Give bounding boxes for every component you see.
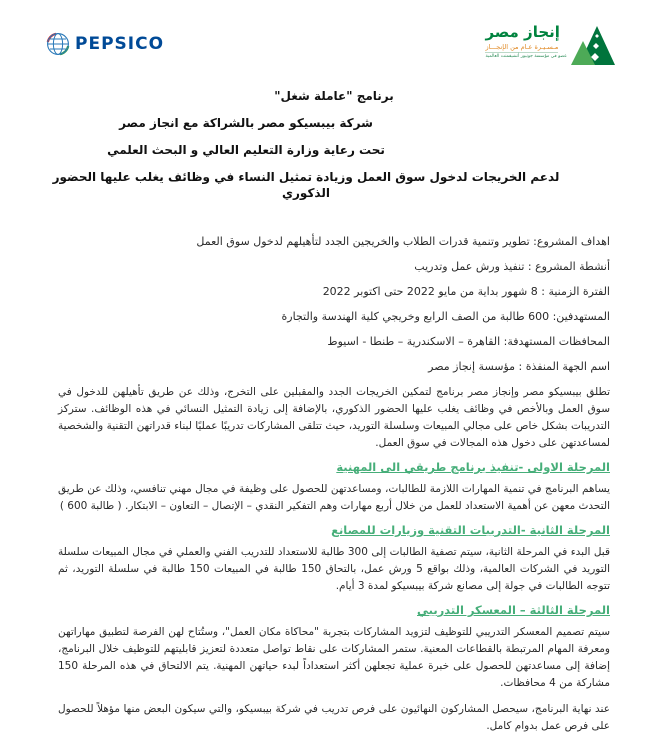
injaz-logo-subtagline: عضو في مؤسسة جونيور أتشيفمنت العالمية xyxy=(485,54,567,59)
phase3-heading: المرحلة الثالثة – المعسكر التدريبي xyxy=(417,603,610,617)
info-objectives: اهداف المشروع: تطوير وتنمية قدرات الطلاب والخريجين الجدد لتأهيلهم لدخول سوق العمل xyxy=(196,235,610,248)
partnership-line: شركة بيبسيكو مصر بالشراكة مع انجاز مصر xyxy=(119,116,373,130)
info-target-group: المستهدفين: 600 طالبة من الصف الرابع وخريجي كلية الهندسة والتجارة xyxy=(281,310,610,323)
phase1-heading: المرحلة الاولى -تنفيذ برنامج طريقي الى المهنية xyxy=(336,460,610,474)
phase3-paragraph: سيتم تصميم المعسكر التدريبي للتوظيف لتزويد المشاركات بتجربة "محاكاة مكان العمل"، وستُتاح لهن الفرصة لتطبيق مهاراتهن ومعرفة المهام المرتبطة بالقطاعات المعنية. ستمر المشاركات على نقاط تواصل متعددة لتعزيز قابليتهم للتوظيف خلال البرنامج، إضافة إلى مساعدتهن للحصول على خبرة عملية تجعلهن أكثر استعداداً لبدء حياتهن المهنية. يتم الالتحاق في هذه المرحلة 150 مشاركة من 4 محافظات. xyxy=(58,626,610,689)
info-timeframe: الفترة الزمنية : 8 شهور بداية من مايو 2022 حتى اكتوبر 2022 xyxy=(322,285,610,298)
info-governorates: المحافظات المستهدفة: القاهرة – الاسكندرية – طنطا - اسيوط xyxy=(327,335,610,348)
pepsico-wordmark: PEPSICO xyxy=(75,34,165,54)
injaz-logo-tagline: مـسـيـرة عـام من الإنجـــاز xyxy=(485,43,559,51)
info-activities: أنشطة المشروع : تنفيذ ورش عمل وتدريب xyxy=(414,260,610,273)
program-title: برنامج "عاملة شغل" xyxy=(274,89,394,103)
patronage-line: تحت رعاية وزارة التعليم العالي و البحث العلمي xyxy=(107,143,385,157)
phase2-paragraph: قبل البدء في المرحلة الثانية، سيتم تصفية الطالبات إلى 300 طالبة للاستعداد للتدريب الفني والعملي في مجال المبيعات سلسلة التوريد في الشركات العالمية، وذلك بواقع 5 ورش عمل، بالتحاق 150 طالبة في المبيعات 150 طالبة في سلسلة التوريد، ثم تتوجه الطالبات في جولة إلى مصانع شركة بيبسيكو لمدة 3 أيام. xyxy=(58,546,610,592)
injaz-logo-name: إنجاز مصر xyxy=(485,23,560,41)
phase2-heading: المرحلة الثانية -التدريبات التقنية وزيارات للمصانع xyxy=(331,523,610,537)
phase1-paragraph: يساهم البرنامج في تنمية المهارات اللازمة للطالبات، ومساعدتهن للحصول على وظيفة في مجال مهني تنافسي، وذلك عن طريق التحدث معهن عن أهمية الاستعداد للعمل من خلال أربع مهارات وهم التفكير النقدي – الإتصال – التعاون – الابتكار. ( طالبة 600 ) xyxy=(58,483,610,512)
program-purpose-line: لدعم الخريجات لدخول سوق العمل وزيادة تمثيل النساء في وظائف يغلب عليها الحضور الذكوري xyxy=(52,170,560,200)
title-block xyxy=(52,88,610,201)
info-implementing-entity: اسم الجهة المنفذة : مؤسسة إنجاز مصر xyxy=(428,360,610,373)
intro-paragraph: تطلق بيبسيكو مصر وإنجاز مصر برنامج لتمكين الخريجات الجدد والمقبلين على التخرج، وذلك عن طريق تأهيلهن للدخول في سوق العمل وبالأخص في وظائف يغلب عليها الحضور الذكوري، بالإضافة إلى زيادة التمثيل النسائي في هذه الوظائف. ستركز التدريبات بشكل خاص على مجالي المبيعات وسلسلة التوريد، حيث تتلقى المشاركات تدريبًا عمليًا لبناء قدراتهن التقنية والشخصية لمساعدتهن على دخول هذه المجالات في سوق العمل. xyxy=(58,386,610,449)
closing-paragraph: عند نهاية البرنامج، سيحصل المشاركون النهائيون على فرص تدريب في شركة بيبسيكو، والتي سيكون البعض منها مؤهلاً للحصول على فرص عمل بدوام كامل. xyxy=(58,703,610,732)
project-info-list xyxy=(58,229,610,379)
